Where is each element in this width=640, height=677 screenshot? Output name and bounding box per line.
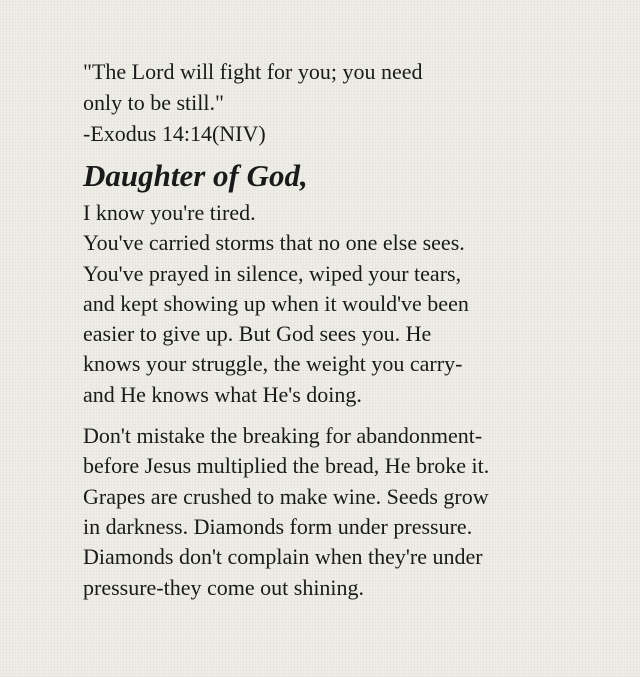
paragraph-line: in darkness. Diamonds form under pressure.	[83, 513, 473, 539]
paragraph-line: pressure-they come out shining.	[83, 574, 365, 600]
document-content	[83, 56, 623, 603]
paragraph-line: You've carried storms that no one else sees.	[83, 230, 465, 256]
paragraph-line: and kept showing up when it would've been	[83, 290, 469, 316]
quote-reference: -Exodus 14:14(NIV)	[83, 121, 266, 146]
paragraph-line: before Jesus multiplied the bread, He broke it.	[83, 453, 490, 479]
paragraph-1	[83, 198, 623, 410]
scripture-quote	[83, 56, 623, 149]
paragraph-line: easier to give up. But God sees you. He	[83, 321, 432, 347]
quote-line: "The Lord will fight for you; you need	[83, 59, 423, 84]
paragraph-line: Diamonds don't complain when they're under	[83, 544, 483, 570]
quote-line: only to be still."	[83, 90, 224, 115]
paragraph-2	[83, 421, 623, 603]
paragraph-line: and He knows what He's doing.	[83, 381, 362, 407]
paragraph-line: You've prayed in silence, wiped your tears,	[83, 260, 462, 286]
paragraph-line: Grapes are crushed to make wine. Seeds grow	[83, 483, 489, 509]
paragraph-line: I know you're tired.	[83, 200, 256, 225]
paragraph-line: knows your struggle, the weight you carry-	[83, 351, 463, 377]
paragraph-line: Don't mistake the breaking for abandonment-	[83, 423, 483, 449]
heading: Daughter of God,	[83, 158, 308, 193]
